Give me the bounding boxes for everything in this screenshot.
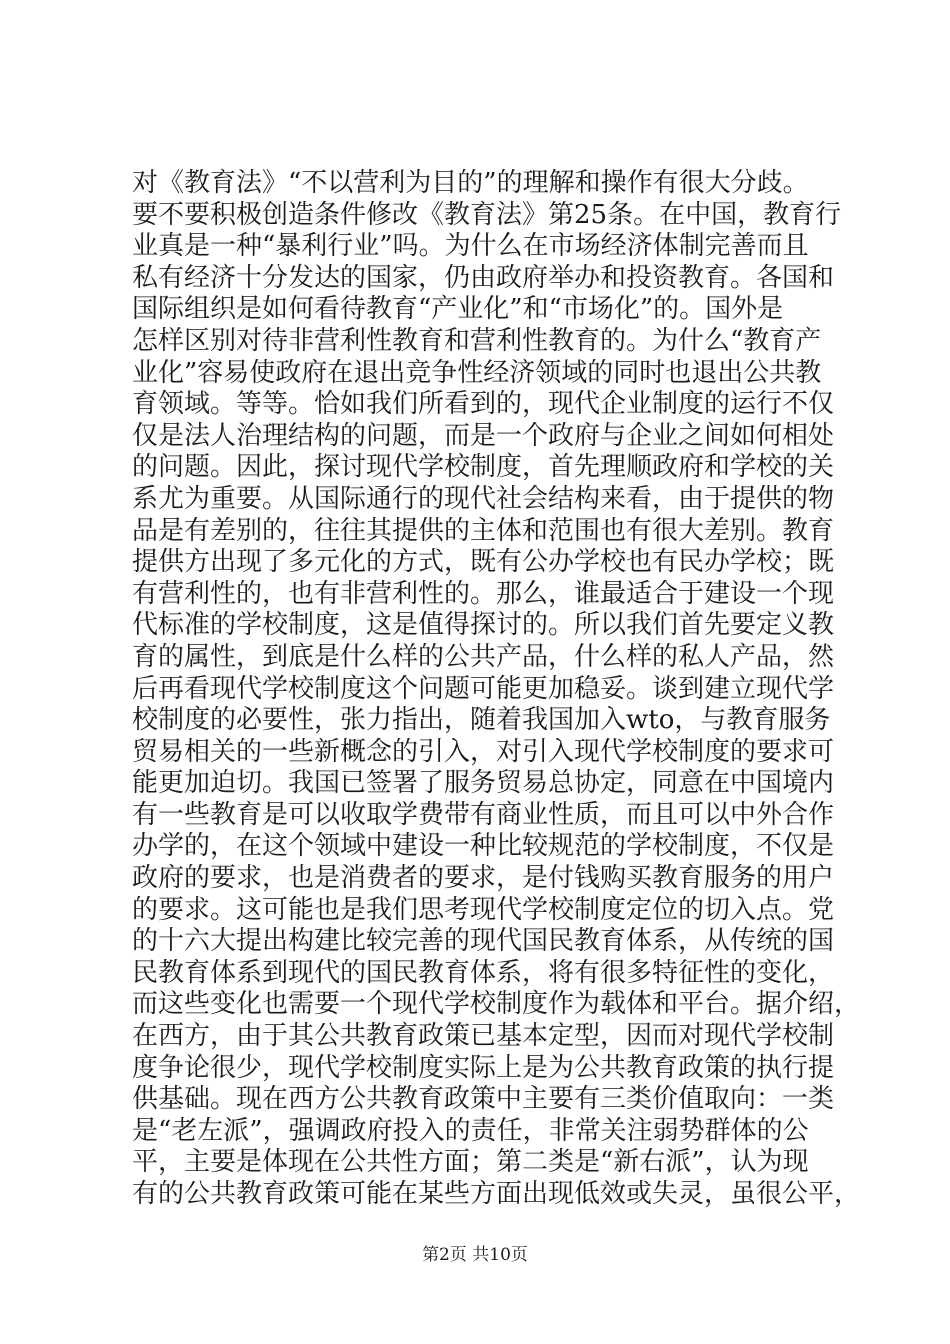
text-line: 业化”容易使政府在退出竞争性经济领域的同时也退出公共教 xyxy=(132,357,822,388)
text-line: 度争论很少，现代学校制度实际上是为公共教育政策的执行提 xyxy=(132,1052,835,1083)
text-line: 办学的，在这个领域中建设一种比较规范的学校制度，不仅是 xyxy=(132,831,835,862)
text-line: 有一些教育是可以收取学费带有商业性质，而且可以中外合作 xyxy=(132,799,835,830)
text-line: 的问题。因此，探讨现代学校制度，首先理顺政府和学校的关 xyxy=(132,452,835,483)
text-line: 仅是法人治理结构的问题，而是一个政府与企业之间如何相处 xyxy=(132,420,835,451)
page-number-footer: 第2页 共10页 xyxy=(422,1245,528,1265)
text-line: 系尤为重要。从国际通行的现代社会结构来看，由于提供的物 xyxy=(132,483,835,514)
text-line: 后再看现代学校制度这个问题可能更加稳妥。谈到建立现代学 xyxy=(132,673,835,704)
text-line: 有营利性的，也有非营利性的。那么，谁最适合于建设一个现 xyxy=(132,578,835,609)
text-line: 有的公共教育政策可能在某些方面出现低效或失灵，虽很公平， xyxy=(132,1179,861,1209)
text-line: 政府的要求，也是消费者的要求，是付钱购买教育服务的用户 xyxy=(132,863,835,894)
text-line: 是“老左派”，强调政府投入的责任，非常关注弱势群体的公 xyxy=(132,1115,809,1146)
text-line: 的十六大提出构建比较完善的现代国民教育体系，从传统的国 xyxy=(132,926,835,957)
text-line: 民教育体系到现代的国民教育体系，将有很多特征性的变化， xyxy=(132,957,835,988)
text-line: 提供方出现了多元化的方式，既有公办学校也有民办学校；既 xyxy=(132,547,835,578)
text-line: 能更加迫切。我国已签署了服务贸易总协定，同意在中国境内 xyxy=(132,768,835,799)
text-line: 在西方，由于其公共教育政策已基本定型，因而对现代学校制 xyxy=(132,1021,835,1052)
text-line: 育的属性，到底是什么样的公共产品，什么样的私人产品，然 xyxy=(132,641,835,672)
text-line: 校制度的必要性，张力指出，随着我国加入wto，与教育服务 xyxy=(132,705,831,736)
text-line: 育领域。等等。恰如我们所看到的，现代企业制度的运行不仅 xyxy=(132,389,835,420)
text-line: 私有经济十分发达的国家，仍由政府举办和投资教育。各国和 xyxy=(132,262,835,293)
text-line: 而这些变化也需要一个现代学校制度作为载体和平台。据介绍， xyxy=(132,989,861,1020)
text-line: 业真是一种“暴利行业”吗。为什么在市场经济体制完善而且 xyxy=(132,231,809,262)
body-paragraph xyxy=(132,168,861,1211)
text-line: 要不要积极创造条件修改《教育法》第25条。在中国，教育行 xyxy=(132,199,842,230)
text-line: 代标准的学校制度，这是值得探讨的。所以我们首先要定义教 xyxy=(132,610,835,641)
text-line: 的要求。这可能也是我们思考现代学校制度定位的切入点。党 xyxy=(132,894,835,925)
text-line: 怎样区别对待非营利性教育和营利性教育的。为什么“教育产 xyxy=(132,325,822,356)
text-line: 对《教育法》“不以营利为目的”的理解和操作有很大分歧。 xyxy=(132,168,809,198)
text-line: 品是有差别的，往往其提供的主体和范围也有很大差别。教育 xyxy=(132,515,835,546)
text-line: 贸易相关的一些新概念的引入，对引入现代学校制度的要求可 xyxy=(132,736,835,767)
text-line: 平，主要是体现在公共性方面；第二类是“新右派”，认为现 xyxy=(132,1147,809,1178)
text-line: 国际组织是如何看待教育“产业化”和“市场化”的。国外是 xyxy=(132,294,784,325)
text-line: 供基础。现在西方公共教育政策中主要有三类价值取向：一类 xyxy=(132,1084,835,1115)
